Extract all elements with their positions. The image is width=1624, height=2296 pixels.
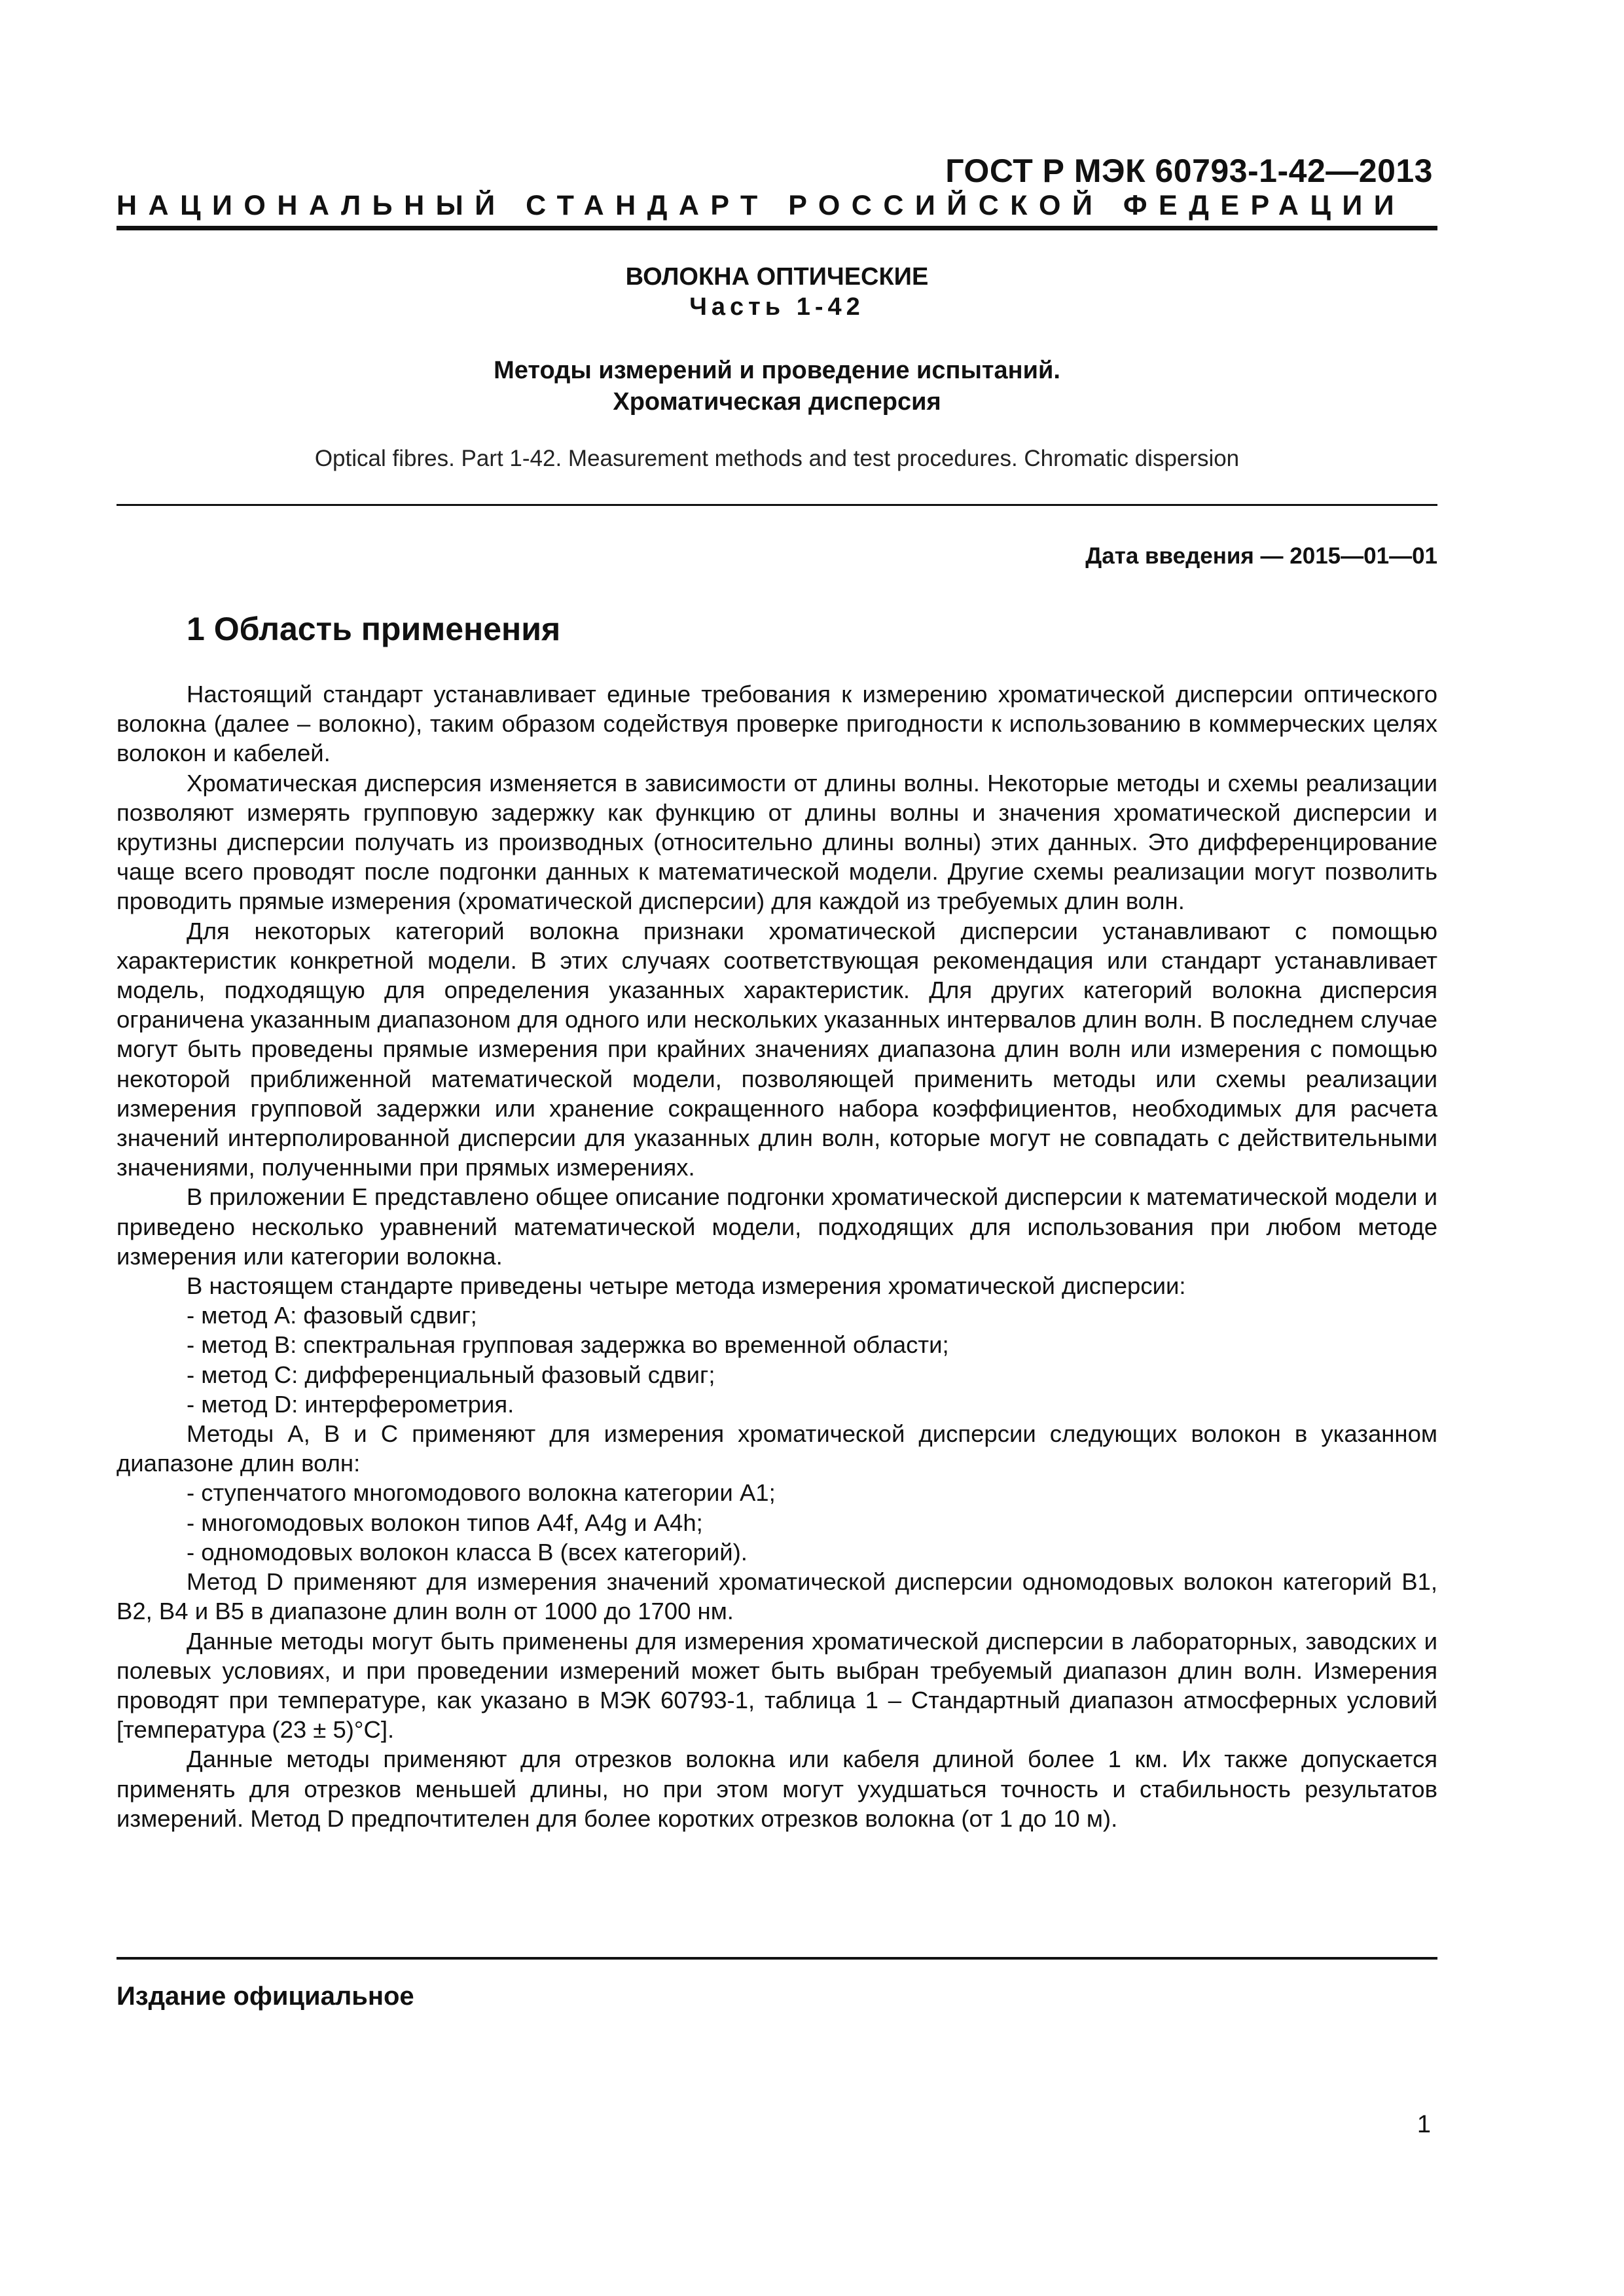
document-part: Часть 1-42 — [689, 293, 865, 321]
page-number: 1 — [1416, 2111, 1431, 2138]
official-edition-label: Издание официальное — [117, 1982, 414, 2011]
english-title: Optical fibres. Part 1-42. Measurement methods and test procedures. Chromatic dispersion — [314, 446, 1240, 471]
list-item: - метод А: фазовый сдвиг; — [187, 1302, 477, 1329]
list-item: - метод С: дифференциальный фазовый сдвиг; — [187, 1361, 715, 1388]
header-rule — [117, 226, 1437, 230]
list-item: - метод В: спектральная групповая задержка во временной области; — [187, 1331, 949, 1359]
document-title: ВОЛОКНА ОПТИЧЕСКИЕ — [625, 263, 929, 291]
section-heading: 1 Область применения — [187, 611, 561, 647]
title-rule — [117, 504, 1437, 506]
footer-rule — [117, 1957, 1437, 1960]
paragraph: В настоящем стандарте приведены четыре метода измерения хроматической дисперсии: — [187, 1272, 1186, 1300]
standard-code: ГОСТ Р МЭК 60793-1-42—2013 — [945, 152, 1433, 189]
paragraph: Данные методы могут быть применены для измерения хроматической дисперсии в лабораторных, заводских и полевых условиях, и при проведении измерений может быть выбран требуемый диапазон длин волн. Измерения проводят при температуре, как указано в МЭК 60793-1, таблица 1 – Стандартный диапазон атмосферных условий [температура (23 ± 5)°С]. — [117, 1627, 1437, 1744]
paragraph: Данные методы применяют для отрезков волокна или кабеля длиной более 1 км. Их также допускается применять для отрезков меньшей длины, но при этом могут ухудшаться точность и стабильность результатов измерений. Метод D предпочтителен для более коротких отрезков волокна (от 1 до 10 м). — [117, 1746, 1437, 1832]
list-item: - многомодовых волокон типов A4f, A4g и A4h; — [187, 1509, 703, 1536]
list-item: - ступенчатого многомодового волокна категории А1; — [187, 1479, 776, 1507]
introduction-date: Дата введения — 2015—01—01 — [1085, 543, 1437, 569]
paragraph: Метод D применяют для измерения значений хроматической дисперсии одномодовых волокон категорий В1, В2, В4 и В5 в диапазоне длин волн от 1000 до 1700 нм. — [117, 1568, 1437, 1625]
list-item: - метод D: интерферометрия. — [187, 1390, 514, 1418]
national-standard-banner: НАЦИОНАЛЬНЫЙ СТАНДАРТ РОССИЙСКОЙ ФЕДЕРАЦИИ — [117, 190, 1406, 221]
paragraph: Для некоторых категорий волокна признаки хроматической дисперсии устанавливают с помощью характеристик конкретной модели. В этих случаях соответствующая рекомендация или стандарт устанавливает модель, подходящую для определения указанных характеристик. Для других категорий волокна дисперсия ограничена указанным диапазоном для одного или нескольких указанных интервалов длин волн. В последнем случае могут быть проведены прямые измерения при крайних значениях диапазона длин волн или измерения с помощью некоторой приближенной математической модели, позволяющей применить методы или схемы реализации измерения групповой задержки или хранение сокращенного набора коэффициентов, необходимых для расчета значений интерполированной дисперсии для указанных длин волн, которые могут не совпадать с действительными значениями, полученными при прямых измерениях. — [117, 917, 1437, 1181]
title-block — [117, 262, 1437, 474]
document-subtitle-line2: Хроматическая дисперсия — [613, 388, 941, 416]
document-subtitle-line1: Методы измерений и проведение испытаний. — [494, 357, 1060, 384]
paragraph: Настоящий стандарт устанавливает единые требования к измерению хроматической дисперсии оптического волокна (далее – волокно), таким образом содействуя проверке пригодности к использованию в коммерческих целях волокон и кабелей. — [117, 681, 1437, 767]
list-item: - одномодовых волокон класса В (всех категорий). — [187, 1538, 748, 1566]
paragraph: Методы А, В и С применяют для измерения хроматической дисперсии следующих волокон в указанном диапазоне длин волн: — [117, 1420, 1437, 1477]
paragraph: В приложении Е представлено общее описание подгонки хроматической дисперсии к математической модели и приведено несколько уравнений математической модели, подходящих для использования при любом методе измерения или категории волокна. — [117, 1183, 1437, 1270]
section-body — [117, 679, 1437, 1833]
paragraph: Хроматическая дисперсия изменяется в зависимости от длины волны. Некоторые методы и схемы реализации позволяют измерять групповую задержку как функцию от длины волны и значения хроматической дисперсии и крутизны дисперсии получать из производных (относительно длины волны) этих данных. Это дифференцирование чаще всего проводят после подгонки данных к математической модели. Другие схемы реализации могут позволить проводить прямые измерения (хроматической дисперсии) для каждой из требуемых длин волн. — [117, 769, 1437, 915]
